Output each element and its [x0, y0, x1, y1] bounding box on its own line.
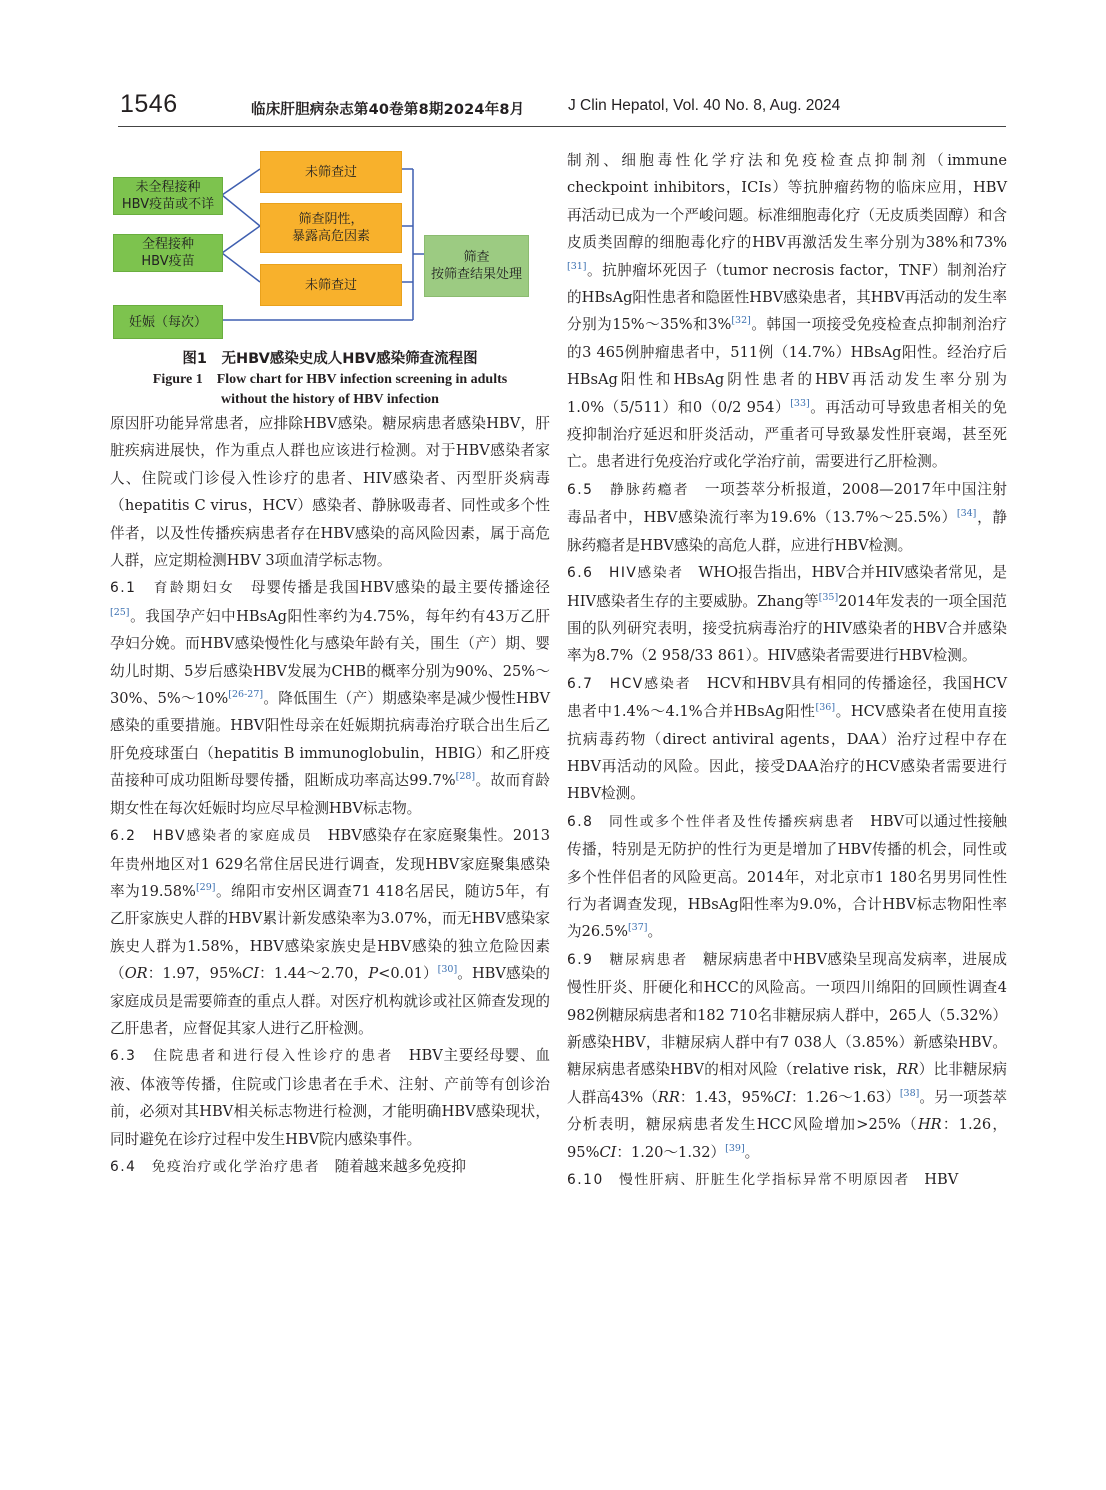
box-full-vaccination: 全程接种 HBV疫苗 [113, 234, 223, 272]
text: 。HCV感染者在使用直接抗病毒药物（direct antiviral agents，DAA）治疗过程中存在HBV再活动的风险。因此，接受DAA治疗的HCV感染者需要进行HBV检测。 [567, 703, 1007, 803]
text: RR [896, 1061, 919, 1079]
box-incomplete-vaccination: 未全程接种 HBV疫苗或不详 [113, 177, 223, 215]
text: 。另一项荟萃分析表明，糖尿病患者发生HCC风险增加>25%（ [567, 1088, 1007, 1134]
section-heading: 6.1 育龄期妇女 [110, 580, 236, 597]
text: CI [242, 965, 260, 983]
text: 随着越来越多免疫抑 [320, 1157, 466, 1175]
text: 糖尿病患者中HBV感染呈现高发病率，进展成慢性肝炎、肝硬化和HCC的风险高。一项四川绵阳的回顾性调查4 982例糖尿病患者和182 710名非糖尿病人群中，265人（5.32%）新感染HBV，非糖尿病人群中有7 038人（3.85%）新感染HBV。糖尿病患者感染HBV的相对风险（relative risk， [567, 950, 1007, 1079]
citation-link[interactable]: [35] [818, 591, 839, 603]
text: WHO报告指出，HBV合并HIV感染者常见，是HIV感染者生存的主要威胁。Zhang等 [567, 564, 1008, 610]
text: 母婴传播是我国HBV感染的最主要传播途径 [235, 579, 550, 597]
section-heading: 6.9 糖尿病患者 [567, 951, 689, 968]
citation-link[interactable]: [34] [956, 508, 977, 520]
text: ：1.97，95% [147, 965, 243, 983]
section-6-7 [567, 670, 1007, 808]
box-not-screened-1: 未筛查过 [260, 151, 402, 193]
text: 。再活动可导致患者相关的免疫抑制治疗延迟和肝炎活动，严重者可导致暴发性肝衰竭，甚至死亡。患者进行免疫治疗或化学治疗前，需要进行乙肝检测。 [567, 398, 1007, 471]
citation-link[interactable]: [32] [731, 315, 751, 327]
right-column [567, 147, 1007, 1194]
text: 一项荟萃分析报道，2008—2017年中国注射毒品者中，HBV感染流行率为19.6%（13.7%～25.5%） [567, 480, 1007, 527]
text: RR [657, 1088, 680, 1106]
box-not-screened-2: 未筛查过 [260, 264, 402, 306]
caption-en-line1: Figure 1 Flow chart for HBV infection screening in adults [152, 372, 508, 387]
text: 。降低围生（产）期感染率是减少慢性HBV感染的重要措施。HBV阳性母亲在妊娠期抗病毒治疗联合出生后乙肝免疫球蛋白（hepatitis B immunoglobulin，HBIG）和乙肝疫苗接种可成功阻断母婴传播，阻断成功率高达99.7% [110, 690, 551, 790]
section-6-8 [567, 808, 1007, 946]
journal-title-cn: 临床肝胆病杂志第40卷第8期2024年8月 [251, 102, 525, 118]
section-heading: 6.5 静脉药瘾者 [567, 481, 690, 498]
section-6-10-start [567, 1166, 1007, 1194]
citation-link[interactable]: [38] [899, 1087, 920, 1099]
section-6-1 [110, 574, 550, 822]
text: 2014年发表的一项全国范围的队列研究表明，接受抗病毒治疗的HIV感染者的HBV合并感染率为8.7%（2 958/33 861）。HIV感染者需要进行HBV检测。 [567, 592, 1007, 665]
citation-link[interactable]: [31] [567, 260, 587, 272]
section-6-4-start [110, 1153, 550, 1181]
citation-link[interactable]: [30] [437, 964, 458, 976]
text: 。故而育龄期女性在每次妊娠时均应尽早检测HBV标志物。 [110, 772, 550, 817]
text: HBV主要经母婴、血液、体液等传播，住院或门诊患者在手术、注射、产前等有创诊治前，必须对其HBV相关标志物进行检测，才能明确HBV感染现状，同时避免在诊疗过程中发生HBV院内感染事件。 [110, 1047, 550, 1148]
box-pregnancy: 妊娠（每次） [113, 305, 223, 339]
text: 。HBV感染的家庭成员是需要筛查的重点人群。对医疗机构就诊或社区筛查发现的乙肝患者，应督促其家人进行乙肝检测。 [110, 965, 550, 1037]
section-6-6 [567, 559, 1007, 670]
text: ：1.26，95% [567, 1116, 1007, 1161]
section-6-2 [110, 822, 550, 1042]
connector [222, 195, 260, 226]
section-heading: 6.8 同性或多个性伴者及性传播疾病患者 [567, 813, 856, 830]
text: 。抗肿瘤坏死因子（tumor necrosis factor，TNF）制剂治疗的HBsAg阳性患者和隐匿性HBV感染患者，其HBV再活动的发生率分别为15%～35%和3% [567, 261, 1007, 334]
citation-link[interactable]: [25] [110, 606, 130, 618]
text: ：1.26～1.63） [790, 1088, 900, 1106]
section-heading: 6.6 HIV感染者 [567, 565, 684, 582]
section-heading: 6.3 住院患者和进行侵入性诊疗的患者 [110, 1048, 394, 1065]
citation-link[interactable]: [26-27] [228, 689, 264, 701]
section-6-4-cont [567, 147, 1007, 476]
text: ：1.43，95% [679, 1088, 775, 1106]
flowchart-figure [113, 150, 533, 340]
text: HR [917, 1116, 942, 1134]
section-6-3 [110, 1042, 550, 1153]
text: CI [599, 1143, 617, 1161]
section-6-9 [567, 946, 1007, 1166]
text: 。韩国一项接受免疫检查点抑制剂治疗的3 465例肿瘤患者中，511例（14.7%）HBsAg阳性。经治疗后HBsAg阳性和HBsAg阴性患者的HBV再活动发生率分别为1.0%（5/511）和0（0/2 954） [567, 316, 1007, 416]
section-heading: 6.2 HBV感染者的家庭成员 [110, 828, 313, 845]
section-heading: 6.7 HCV感染者 [567, 675, 692, 692]
connector [222, 226, 260, 253]
citation-link[interactable]: [37] [627, 922, 648, 934]
citation-link[interactable]: [33] [790, 397, 810, 409]
section-heading: 6.4 免疫治疗或化学治疗患者 [110, 1158, 321, 1175]
box-negative-exposed: 筛查阴性， 暴露高危因素 [260, 203, 402, 253]
text: <0.01） [378, 965, 438, 983]
section-heading: 6.10 慢性肝病、肝脏生化学指标异常不明原因者 [567, 1172, 910, 1189]
connector [222, 253, 260, 282]
journal-title-en: J Clin Hepatol, Vol. 40 No. 8, Aug. 2024 [568, 97, 841, 114]
connector [222, 169, 260, 195]
text: ）比非糖尿病人群高43%（ [567, 1061, 1007, 1106]
text: HBV感染存在家庭聚集性。2013年贵州地区对1 629名常住居民进行调查，发现HBV家庭聚集感染率为19.58% [110, 827, 551, 900]
citation-link[interactable]: [29] [195, 882, 216, 894]
text: CI [774, 1088, 791, 1106]
caption-cn: 图1 无HBV感染史成人HBV感染筛查流程图 [182, 351, 478, 367]
text: 。绵阳市安州区调查71 418名居民，随访5年，有乙肝家族史人群的HBV累计新发感染率为3.07%，而无HBV感染家族史人群为1.58%，HBV感染家族史是HBV感染的独立危险因素（ [110, 882, 550, 983]
page-number: 1546 [120, 90, 178, 118]
text: P [368, 965, 379, 983]
left-column [110, 410, 550, 1181]
text: HCV和HBV具有相同的传播途径，我国HCV患者中1.4%～4.1%合并HBsAg阳性 [567, 674, 1008, 721]
paragraph: 原因肝功能异常患者，应排除HBV感染。糖尿病患者感染HBV，肝脏疾病进展快，作为重点人群也应该进行检测。对于HBV感染者家人、住院或门诊侵入性诊疗的患者、HIV感染者、丙型肝炎病毒（hepatitis C virus，HCV）感染者、静脉吸毒者、同性或多个性伴者，以及性传播疾病患者存在HBV感染的高风险因素，属于高危人群，应定期检测HBV 3项血清学标志物。 [110, 415, 550, 570]
text: OR [124, 965, 148, 983]
text: ：1.44～2.70， [259, 965, 369, 983]
box-screen-and-manage: 筛查 按筛查结果处理 [424, 235, 529, 297]
text: 。 [647, 923, 663, 941]
text: 。我国孕产妇中HBsAg阳性率约为4.75%，每年约有43万乙肝孕妇分娩。而HBV感染慢性化与感染年龄有关，围生（产）期、婴幼儿时期、5岁后感染HBV发展为CHB的概率分别为90%、25%～30%、5%～10% [110, 607, 550, 708]
text: 。 [744, 1143, 760, 1161]
citation-link[interactable]: [36] [815, 702, 836, 714]
text: HBV [909, 1171, 959, 1189]
section-6-5 [567, 476, 1007, 559]
citation-link[interactable]: [39] [725, 1142, 745, 1154]
text: ，静脉药瘾者是HBV感染的高危人群，应进行HBV检测。 [567, 509, 1007, 554]
running-header [118, 88, 1006, 127]
figure-caption [110, 348, 550, 410]
caption-en-line2: without the history of HBV infection [221, 392, 439, 407]
text: HBV可以通过性接触传播，特别是无防护的性行为更是增加了HBV传播的机会，同性或多个性伴侣者的风险更高。2014年，对北京市1 180名男男同性性行为者调查发现，HBsAg阳性率为9.0%，合计HBV标志物阳性率为26.5% [567, 812, 1007, 941]
text: ：1.20～1.32） [616, 1143, 726, 1161]
text: 制剂、细胞毒性化学疗法和免疫检查点抑制剂（immune checkpoint inhibitors，ICIs）等抗肿瘤药物的临床应用，HBV再活动已成为一个严峻问题。标准细胞毒化疗（无皮质类固醇）和含皮质类固醇的细胞毒化疗的HBV再激活发生率分别为38%和73% [567, 152, 1007, 252]
citation-link[interactable]: [28] [455, 771, 476, 783]
